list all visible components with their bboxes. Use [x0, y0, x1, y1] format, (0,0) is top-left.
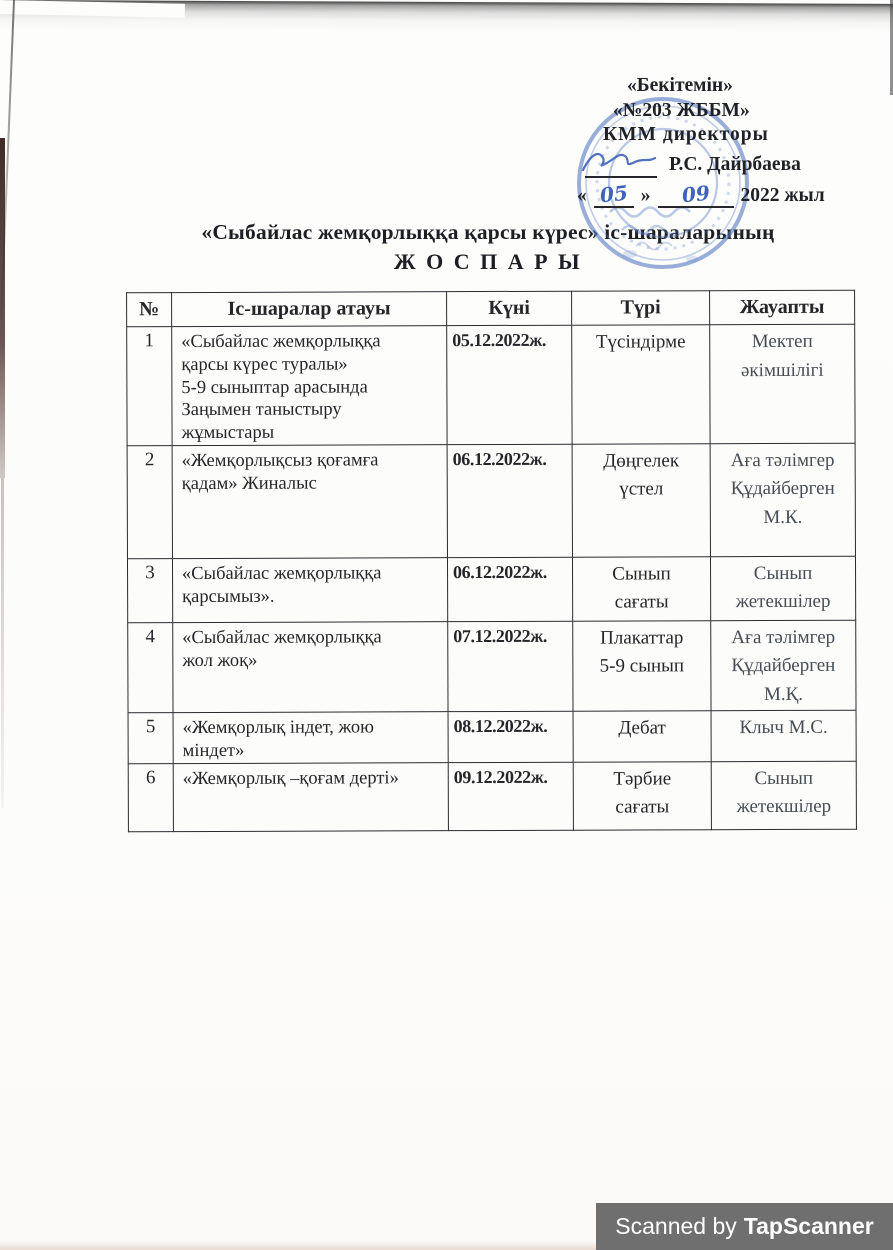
approval-date-row [575, 180, 870, 209]
tapscanner-watermark [596, 1203, 893, 1250]
approval-line-2: «№203 ЖББМ» [613, 99, 750, 121]
quote-open: « [577, 184, 587, 206]
table-header-row [127, 290, 855, 327]
table-row [127, 324, 855, 445]
col-header-activity: Іс-шаралар атауы [172, 292, 447, 327]
activity-responsible: Сынып жетекшілер [711, 761, 856, 830]
handwritten-day: 05 [598, 180, 629, 208]
date-month-blank [658, 180, 734, 208]
row-number: 1 [127, 327, 172, 446]
activity-date: 05.12.2022ж. [447, 325, 572, 444]
date-day-blank [594, 180, 634, 208]
row-number: 4 [128, 622, 173, 713]
activity-type: Тәрбие сағаты [573, 761, 711, 829]
row-number: 2 [127, 445, 172, 558]
col-header-number: № [127, 293, 172, 327]
table-row [127, 443, 855, 559]
activity-type: Плакаттар 5-9 сынып [573, 620, 711, 711]
activity-date: 06.12.2022ж. [447, 557, 572, 621]
activity-responsible: Сынып жетекшілер [710, 556, 855, 621]
row-number: 5 [128, 713, 173, 764]
activity-date: 08.12.2022ж. [448, 711, 573, 762]
activity-type: Түсіндірме [572, 325, 710, 444]
activity-type: Сынып сағаты [572, 556, 710, 620]
table-row [128, 761, 856, 832]
col-header-responsible: Жауапты [710, 290, 855, 325]
activity-name: «Сыбайлас жемқорлыққа қарсы күрес туралы» 5-9 сыныптар арасында Заңымен таныстыру жұмыстары [172, 326, 447, 446]
activity-type: Дебат [573, 711, 711, 762]
approval-block [575, 74, 870, 208]
activity-name: «Жемқорлық –қоғам дерті» [173, 762, 448, 831]
activity-responsible: Аға тәлімгер Құдайберген М.Қ. [711, 620, 856, 711]
activity-date: 09.12.2022ж. [448, 762, 573, 830]
activity-responsible: Мектеп әкімшілігі [710, 324, 855, 443]
table-row [127, 556, 855, 623]
activity-name: «Сыбайлас жемқорлыққа қарсымыз». [172, 557, 447, 622]
activity-responsible: Клыч М.С. [711, 710, 856, 761]
activity-date: 07.12.2022ж. [448, 621, 573, 712]
quote-close: » [640, 184, 651, 206]
col-header-date: Күні [447, 291, 572, 325]
table-row [128, 710, 856, 763]
handwritten-month: 09 [680, 180, 711, 208]
director-name: Р.С. Дайрбаева [669, 154, 801, 175]
approval-line-1: «Бекітемін» [627, 75, 733, 96]
approval-signature-row [575, 152, 870, 178]
watermark-prefix: Scanned by [615, 1213, 737, 1239]
scan-left-edge-mark-faint [1, 478, 4, 808]
table-row [128, 620, 856, 713]
activity-name: «Сыбайлас жемқорлыққа жол жоқ» [173, 621, 448, 712]
approval-line-3: КММ директоры [603, 124, 769, 145]
activity-type: Дөңгелек үстел [572, 443, 710, 556]
activities-table [126, 290, 857, 832]
scan-left-edge-mark [0, 138, 5, 478]
row-number: 3 [127, 558, 172, 622]
title-line-2: Ж О С П А Р Ы [393, 249, 583, 274]
row-number: 6 [128, 763, 173, 831]
col-header-type: Түрі [572, 291, 710, 325]
signature-scribble [585, 152, 657, 178]
activity-responsible: Аға тәлімгер Құдайберген М.К. [710, 443, 855, 557]
activity-name: «Жемқорлық індет, жою міндет» [173, 712, 448, 763]
activity-date: 06.12.2022ж. [447, 444, 572, 557]
title-line-1: «Сыбайлас жемқорлыққа қарсы күрес» іс-шараларының [201, 220, 775, 244]
watermark-brand: TapScanner [743, 1213, 874, 1239]
activity-name: «Жемқорлықсыз қоғамға қадам» Жиналыс [172, 444, 447, 558]
date-year-text: 2022 жыл [740, 184, 825, 206]
